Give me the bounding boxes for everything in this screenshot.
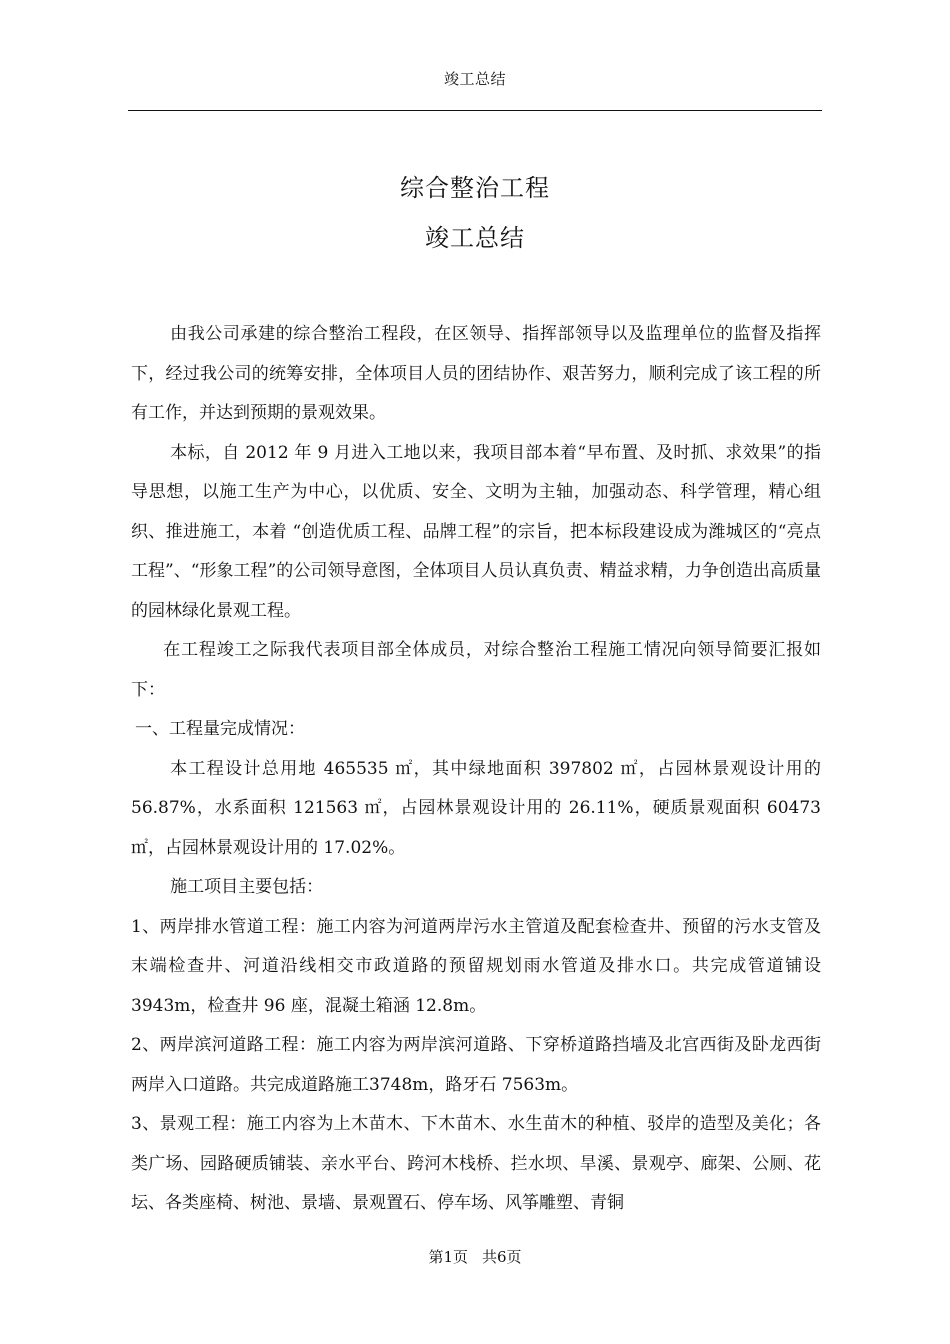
section-heading-quantities: 一、工程量完成情况： bbox=[135, 719, 305, 739]
list-item-roads: 2、两岸滨河道路工程：施工内容为两岸滨河道路、下穿桥道路挡墙及北宫西街及卧龙西街两岸入口道路。共完成道路施工3748m，路牙石 7563m。 bbox=[131, 1035, 821, 1095]
paragraph-items-lead: 施工项目主要包括： bbox=[170, 877, 324, 897]
header-divider bbox=[128, 110, 822, 111]
page-total: 共6页 bbox=[482, 1248, 522, 1266]
list-item-landscape: 3、景观工程：施工内容为上木苗木、下木苗木、水生苗木的种植、驳岸的造型及美化；各类广场、园路硬质铺装、亲水平台、跨河木栈桥、拦水坝、旱溪、景观亭、廊架、公厕、花坛、各类座椅、树池、景墙、景观置石、停车场、风筝雕塑、青铜 bbox=[131, 1114, 821, 1213]
running-header: 竣工总结 bbox=[443, 70, 506, 88]
document-body bbox=[131, 315, 821, 1224]
paragraph-area-stats: 本工程设计总用地 465535 ㎡，其中绿地面积 397802 ㎡，占园林景观设计用的 56.87%，水系面积 121563 ㎡，占园林景观设计用的 26.11%，硬质景观面积 60473 ㎡，占园林景观设计用的 17.02%。 bbox=[131, 758, 821, 858]
paragraph-intro: 由我公司承建的综合整治工程段，在区领导、指挥部领导以及监理单位的监督及指挥下，经过我公司的统筹安排，全体项目人员的团结协作、艰苦努力，顺利完成了该工程的所有工作，并达到预期的景观效果。 bbox=[131, 324, 821, 423]
document-title: 综合整治工程 bbox=[400, 174, 550, 202]
paragraph-report-lead: 在工程竣工之际我代表项目部全体成员，对综合整治工程施工情况向领导简要汇报如下： bbox=[131, 640, 821, 700]
page-number: 第1页 bbox=[428, 1248, 468, 1266]
page-footer bbox=[0, 1246, 950, 1267]
document-subtitle: 竣工总结 bbox=[425, 224, 525, 252]
list-item-drainage: 1、两岸排水管道工程：施工内容为河道两岸污水主管道及配套检查井、预留的污水支管及末端检查井、河道沿线相交市政道路的预留规划雨水管道及排水口。共完成管道铺设 3943m，检查井 96 座，混凝土箱涵 12.8m。 bbox=[131, 916, 821, 1016]
paragraph-background: 本标，自 2012 年 9 月进入工地以来，我项目部本着“早布置、及时抓、求效果”的指导思想，以施工生产为中心，以优质、安全、文明为主轴，加强动态、科学管理，精心组织、推进施工，本着 “创造优质工程、品牌工程”的宗旨，把本标段建设成为潍城区的“亮点工程”、“形象工程”的公司领导意图，全体项目人员认真负责、精益求精，力争创造出高质量的园林绿化景观工程。 bbox=[131, 442, 821, 621]
